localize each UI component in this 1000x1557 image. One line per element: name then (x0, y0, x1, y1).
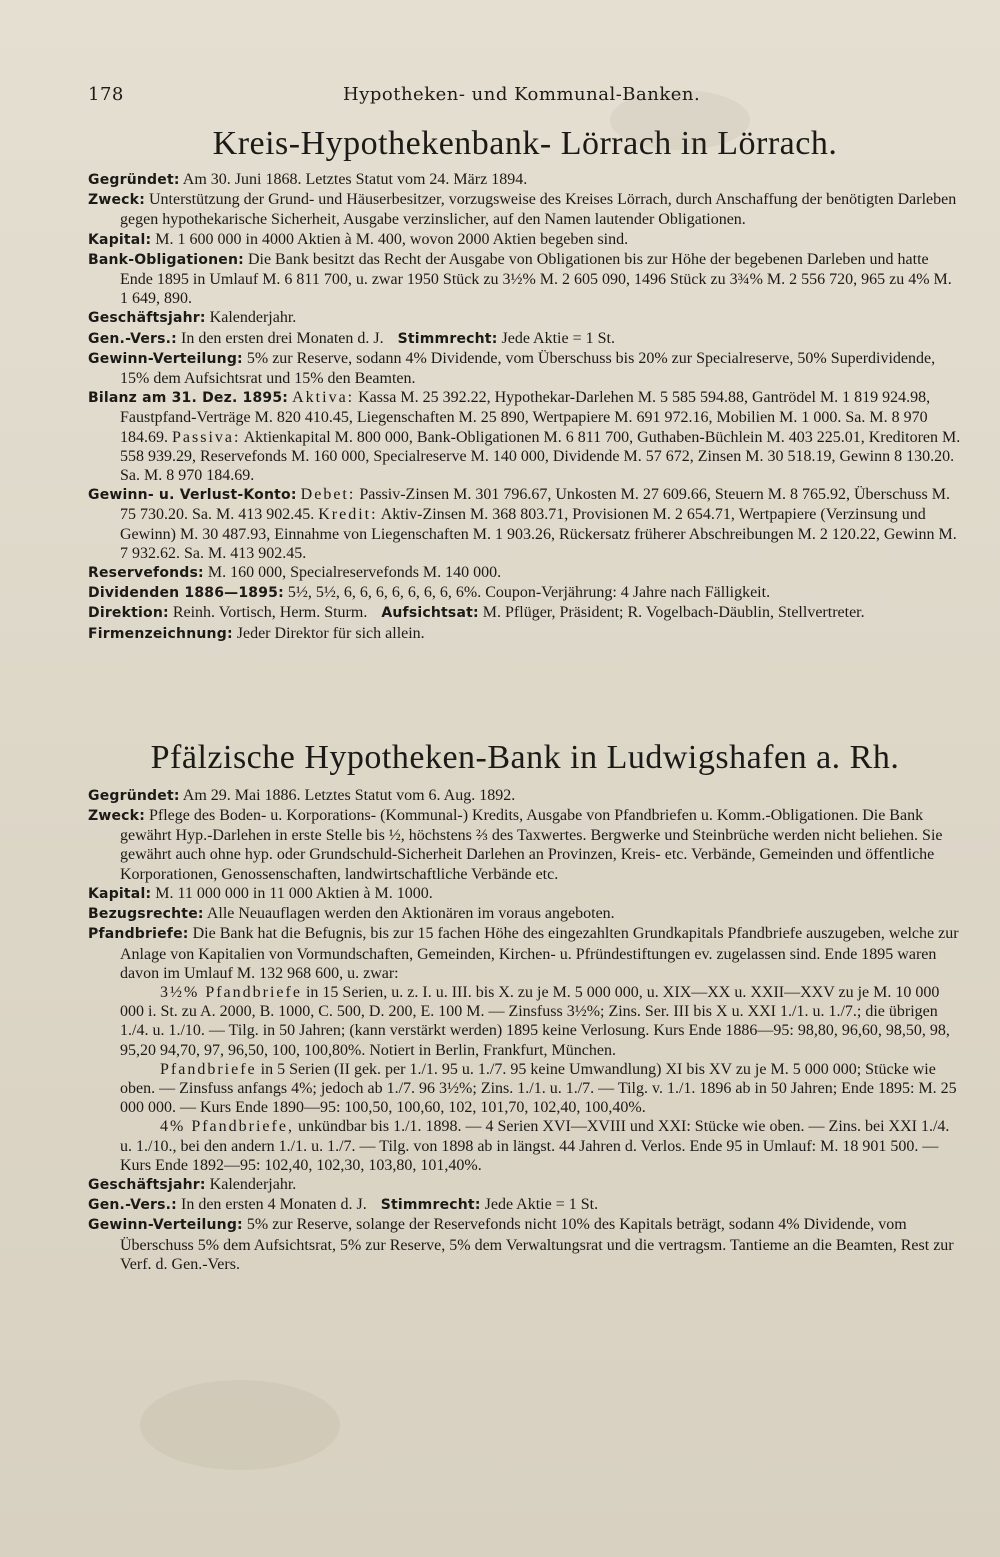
pfandbriefe-3-5-percent (88, 983, 962, 1060)
entry-text: Die Bank besitzt das Recht der Ausgabe von Obligationen bis zur Höhe der begebenen Darleben und hatte Ende 1895 in Umlauf M. 6 811 700, u. zwar 1950 Stück zu 3½% M. 2 605 090, 1496 Stück zu 3¾% M. 2 556 720, 965 zu 4% M. 1 649, 890. (120, 250, 952, 308)
entry-gewinn-verlust-konto (88, 485, 962, 563)
entry-label: Gegründet: (88, 787, 180, 804)
entry-label-stimmrecht: Stimmrecht: (397, 330, 498, 347)
entry-label: Gewinn- u. Verlust-Konto: (88, 487, 297, 504)
entry-aktiva-label: Aktiva: (292, 389, 355, 407)
entry-text: M. Pflüger, Präsident; R. Vogelbach-Däublin, Stellvertreter. (482, 604, 865, 622)
entry-text: M. 11 000 000 in 11 000 Aktien à M. 1000. (155, 884, 433, 902)
entry-text: Aktienkapital M. 800 000, Bank-Obligationen M. 6 811 700, Guthaben-Büchlein M. 403 225.01, Kreditoren M. 558 939.29, Reservefonds M. 160 000, Specialreserve M. 140 000, Dividende M. 57 672, Zinsen M. 30 518.19, Gewinn 8 130.20. Sa. M. 8 970 184.69. (120, 428, 961, 485)
entry-label: Dividenden 1886—1895: (88, 585, 284, 602)
entry-text: Aktiv-Zinsen M. 368 803.71, Provisionen M. 2 654.71, Wertpapiere (Verzinsung und Gewinn) M. 30 487.93, Einnahme von Liegenschaften M. 1 903.26, Rückersatz früherer Abschreibungen M. 2 120.22, Gewinn M. 7 932.62. Sa. M. 413 902.45. (120, 506, 957, 562)
entry-text: Pflege des Boden- u. Korporations- (Kommunal-) Kredits, Ausgabe von Pfandbriefen u. Komm.-Obligationen. Die Bank gewährt Hyp.-Darlehen in erste Stelle bis ½, höchstens ⅔ des Taxwertes. Bergwerke und Steinbrüche werden nicht beliehen. Sie gewährt auch ohne hyp. oder Grundschuld-Sicherheit Darlehen an Provinzen, Kreis- etc. Verbände, Gemeinden und öffentliche Korporationen, Genossenschaften, landwirtschaftliche Verbände etc. (120, 807, 943, 883)
entry-label: Kapital: (88, 885, 152, 902)
entry-text: 5% zur Reserve, sodann 4% Dividende, vom Überschuss bis 20% zur Specialreserve, 50% Superdividende, 15% dem Aufsichtsrat und 15% den Beamten. (120, 349, 936, 388)
section-kreis-hypothekenbank (88, 124, 962, 644)
entry-text: Kalenderjahr. (209, 1175, 297, 1193)
section-pfaelzische-hypotheken-bank (88, 738, 962, 1274)
entry-label: Bank-Obligationen: (88, 251, 244, 268)
entry-kredit-label: Kredit: (318, 506, 378, 524)
entry-label: Reservefonds: (88, 565, 204, 582)
pfandbriefe-serien-xi-xv (88, 1060, 962, 1118)
entry-geschaeftsjahr (88, 1175, 962, 1195)
entry-pfandbriefe (88, 924, 962, 983)
entry-label: Direktion: (88, 605, 169, 622)
entry-text: Unterstützung der Grund- und Häuserbesitzer, vorzugsweise des Kreises Lörrach, durch Anschaffung der benötigten Darleben gegen hypothekarische Sicherheit, Ausgabe verzinslicher, auf den Namen lautender Obligationen. (120, 191, 957, 229)
entry-label: Gegründet: (88, 172, 180, 188)
entry-gen-vers (88, 329, 962, 349)
entry-text: In den ersten 4 Monaten d. J. (180, 1196, 367, 1214)
entry-label-stimmrecht: Stimmrecht: (380, 1197, 481, 1214)
entry-text: Am 29. Mai 1886. Letztes Statut vom 6. Aug. 1892. (182, 786, 516, 804)
entry-zweck (88, 806, 962, 884)
entry-label: Kapital: (88, 231, 152, 248)
entry-gewinn-verteilung (88, 1215, 962, 1274)
entry-text: M. 160 000, Specialreservefonds M. 140 000. (207, 564, 502, 582)
running-title: Hypotheken- und Kommunal-Banken. (343, 84, 701, 105)
sub-text: unkündbar bis 1./1. 1898. — 4 Serien XVI—XVIII und XXI: Stücke wie oben. — Zins. bei XXI 1./4. u. 1./10., bei den andern 1./1. u. 1./7. — Tilg. von 1898 ab in längst. 44 Jahren d. Verlos. Ende 95 in Umlauf: M. 18 901 500. — Kurs Ende 1892—95: 102,40, 102,30, 103,80, 101,40%. (120, 1118, 950, 1174)
sub-heading: 3½% Pfandbriefe (160, 983, 302, 1001)
entry-label-aufsichtsrat: Aufsichtsat: (381, 605, 479, 622)
entry-debet-label: Debet: (300, 486, 356, 504)
entry-direktion (88, 603, 962, 623)
entry-label: Bezugsrechte: (88, 906, 204, 923)
section-title: Kreis-Hypothekenbank- Lörrach in Lörrach. (212, 125, 838, 162)
entry-text: 5% zur Reserve, solange der Reservefonds nicht 10% des Kapitals beträgt, sodann 4% Dividende, vom Überschuss 5% dem Aufsichtsrat, 5% zur Reserve, 5% dem Verwaltungsrat und die vertragsm. Tantieme an die Beamten, Rest zur Verf. d. Gen.-Vers. (120, 1216, 954, 1273)
entry-text: Kalenderjahr. (209, 309, 297, 327)
entry-label: Geschäftsjahr: (88, 1176, 206, 1193)
entry-geschaeftsjahr (88, 308, 962, 328)
entry-dividenden (88, 583, 962, 603)
entry-kapital (88, 884, 962, 904)
entry-text: In den ersten drei Monaten d. J. (180, 329, 384, 347)
entry-text: Reinh. Vortisch, Herm. Sturm. (172, 604, 368, 622)
entry-zweck (88, 190, 962, 229)
entry-text: 5½, 5½, 6, 6, 6, 6, 6, 6, 6, 6%. Coupon-Verjährung: 4 Jahre nach Fälligkeit. (287, 584, 771, 602)
pfandbriefe-4-percent (88, 1117, 962, 1175)
entry-label: Zweck: (88, 192, 145, 209)
sub-heading: Pfandbriefe (160, 1060, 257, 1078)
entry-text: M. 1 600 000 in 4000 Aktien à M. 400, wovon 2000 Aktien begeben sind. (155, 230, 629, 248)
entry-label: Pfandbriefe: (88, 926, 189, 943)
page-stain (140, 1380, 340, 1470)
entry-text: Die Bank hat die Befugnis, bis zur 15 fachen Höhe des eingezahlten Grundkapitals Pfandbriefe auszugeben, welche zur Anlage von Kapitalien von Vormundschaften, Gemeinden, Kirchen- u. Pfründestiftungen ev. zugelassen sind. Ende 1895 waren davon im Umlauf M. 132 968 600, u. zwar: (120, 925, 959, 982)
entry-text: Jeder Direktor für sich allein. (236, 624, 425, 642)
entry-gegruendet (88, 786, 962, 806)
entry-label: Gen.-Vers.: (88, 1197, 177, 1214)
entry-label: Zweck: (88, 808, 145, 825)
entry-gewinn-verteilung (88, 349, 962, 388)
entry-text: Am 30. Juni 1868. Letztes Statut vom 24. März 1894. (182, 171, 528, 188)
entry-text: Passiv-Zinsen M. 301 796.67, Unkosten M. 27 609.66, Steuern M. 8 765.92, Überschuss M. 75 730.20. Sa. M. 413 902.45. (120, 486, 950, 524)
entry-reservefonds (88, 563, 962, 583)
entry-label: Gewinn-Verteilung: (88, 350, 243, 367)
entry-bilanz (88, 388, 962, 485)
entry-kapital (88, 230, 962, 250)
entry-label: Bilanz am 31. Dez. 1895: (88, 390, 289, 407)
entry-gegruendet (88, 170, 962, 190)
entry-bezugsrechte (88, 904, 962, 924)
sub-text: in 5 Serien (II gek. per 1./1. 95 u. 1./7. 95 keine Umwandlung) XI bis XV zu je M. 5 000 000; Stücke wie oben. — Zinsfuss anfangs 4%; jedoch ab 1./7. 96 3½%; Zins. 1./1. u. 1./7. — Tilg. v. 1./1. 1896 ab in 50 Jahren; Ende 1895: M. 25 000 000. — Kurs Ende 1890—95: 100,50, 100,60, 102, 101,70, 102,40, 100,40%. (120, 1060, 957, 1117)
entry-text: Kassa M. 25 392.22, Hypothekar-Darlehen M. 5 585 594.88, Gantrödel M. 1 819 924.98, Faustpfand-Verträge M. 820 410.45, Liegenschaften M. 25 890, Wertpapiere M. 691 972.16, Mobilien M. 1 000. Sa. M. 8 970 184.69. (120, 389, 931, 446)
entry-label: Firmenzeichnung: (88, 625, 233, 642)
entry-text: Jede Aktie = 1 St. (501, 329, 615, 347)
sub-text: in 15 Serien, u. z. I. u. III. bis X. zu je M. 5 000 000, u. XIX—XX u. XXII—XXV zu je M. 10 000 000 i. St. zu A. 2000, B. 1000, C. 500, D. 200, E. 100 M. — Zinsfuss 3½%; Zins. Ser. III bis X u. XXI 1./1. u. 1./7.; die übrigen 1./4. u. 1./10. — Tilg. in 50 Jahren; (kann verstärkt werden) 1895 keine Verlosung. Kurs Ende 1886—95: 98,80, 96,60, 98,50, 98, 95,20 94,70, 97, 96,50, 100, 100,80%. Notiert in Berlin, Frankfurt, München. (120, 983, 950, 1059)
entry-bank-obligationen (88, 250, 962, 309)
entry-text: Jede Aktie = 1 St. (484, 1196, 599, 1214)
entry-label: Gewinn-Verteilung: (88, 1217, 243, 1234)
page-number: 178 (88, 84, 124, 105)
section-title: Pfälzische Hypotheken-Bank in Ludwigshafen a. Rh. (150, 738, 900, 776)
entry-gen-vers (88, 1195, 962, 1215)
running-head (88, 84, 962, 112)
entry-firmenzeichnung (88, 624, 962, 644)
entry-text: Alle Neuauflagen werden den Aktionären im voraus angeboten. (206, 905, 615, 923)
entry-passiva-label: Passiva: (172, 428, 241, 446)
sub-heading: 4% Pfandbriefe, (160, 1118, 294, 1136)
entry-label: Gen.-Vers.: (88, 330, 177, 347)
entry-label: Geschäftsjahr: (88, 310, 206, 327)
